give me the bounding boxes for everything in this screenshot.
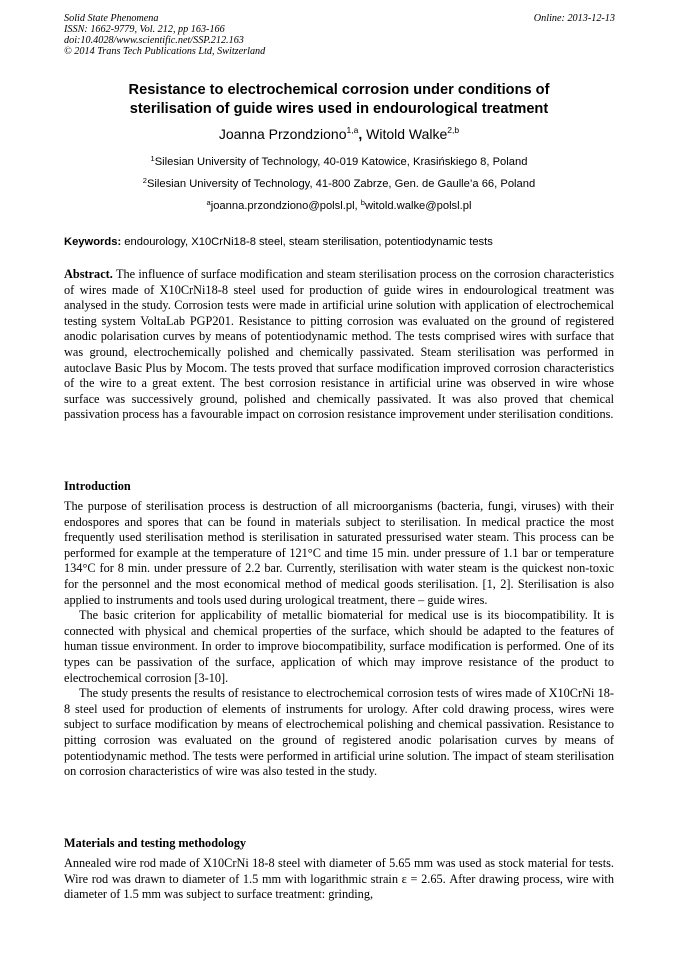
author-superscript: 2,b	[447, 125, 460, 135]
affiliation-2	[64, 177, 614, 191]
section-heading: Materials and testing methodology	[64, 836, 247, 850]
email-text: witold.walke@polsl.pl	[364, 200, 472, 212]
paragraph: The basic criterion for applicability of metallic biomaterial for medical use is its biocompatibility. It is connected with physical and chemical properties of the surface, which should be adapted to the features of human tissue environment. In order to improve biocompatibility, surface modification is performed. One of its types can be passivation of the surface, application of which may improve resistance of the product to electrochemical corrosion [3-10].	[64, 608, 614, 685]
doi-line: doi:10.4028/www.scientific.net/SSP.212.163	[64, 35, 244, 46]
keywords-text: endourology, X10CrNi18-8 steel, steam sterilisation, potentiodynamic tests	[121, 236, 493, 248]
affiliation-superscript: 1	[150, 154, 155, 163]
paragraph: Annealed wire rod made of X10CrNi 18-8 steel with diameter of 5.65 mm was used as stock material for tests. Wire rod was drawn to diameter of 1.5 mm with logarithmic strain ε = 2.65. After drawing process, wire with diameter of 1.5 mm was subject to surface treatment: grinding,	[64, 856, 614, 902]
paper-title	[64, 81, 614, 119]
issn-line: ISSN: 1662-9779, Vol. 212, pp 163-166	[64, 24, 225, 35]
title-line-2: sterilisation of guide wires used in endourological treatment	[129, 101, 549, 117]
keywords	[64, 235, 614, 249]
email-superscript: b	[360, 198, 365, 207]
abstract-label: Abstract.	[64, 267, 113, 281]
journal-name: Solid State Phenomena	[64, 13, 159, 24]
affiliation-superscript: 2	[142, 176, 147, 185]
title-line-1: Resistance to electrochemical corrosion under conditions of	[128, 82, 550, 98]
paragraph: The study presents the results of resistance to electrochemical corrosion tests of wires made of X10CrNi 18-8 steel used for production of elements of instruments for urology. After cold drawing process, wires were subject to surface modification by means of electrochemical polishing and chemical passivation. Resistance to pitting corrosion was evaluated on the ground of registered anodic polarisation curves by means of potentiodynamic method. The tests were performed in artificial urine solution. The impact of steam sterilisation on corrosion characteristics of wire was also tested in the study.	[64, 686, 614, 779]
email-superscript: a	[206, 198, 211, 207]
author-list	[64, 125, 614, 143]
online-date: Online: 2013-12-13	[533, 13, 615, 24]
copyright-line: © 2014 Trans Tech Publications Ltd, Switzerland	[64, 46, 266, 57]
introduction-section	[64, 499, 614, 780]
author-name: Witold Walke	[366, 126, 448, 142]
affiliation-text: Silesian University of Technology, 40-019 Katowice, Krasińskiego 8, Poland	[154, 156, 528, 168]
abstract	[64, 267, 614, 423]
author-name: Joanna Przondziono	[218, 126, 347, 142]
author-separator: ,	[358, 126, 367, 142]
section-heading: Introduction	[64, 479, 131, 493]
materials-section	[64, 856, 614, 903]
author-emails	[64, 199, 614, 213]
journal-header	[64, 13, 424, 57]
author-superscript: 1,a	[346, 125, 359, 135]
paragraph: The purpose of sterilisation process is destruction of all microorganisms (bacteria, fungi, viruses) with their endospores and spores that can be found in materials subject to sterilisation. In medical practice the most frequently used sterilisation method is sterilisation in saturated pressurised water steam. This process can be performed for example at the temperature of 121°C and time 15 min. under pressure of 1.1 bar or temperature 134°C for 8 min. under pressure of 2.2 bar. Currently, sterilisation with water steam is the quickest non-toxic for the personnel and the most economical method of medical goods sterilisation. [1, 2]. Sterilisation is also applied to instruments and tools used during urological treatment, there – guide wires.	[64, 499, 614, 607]
affiliation-1	[64, 155, 614, 169]
affiliation-text: Silesian University of Technology, 41-800 Zabrze, Gen. de Gaulle’a 66, Poland	[146, 178, 536, 190]
keywords-label: Keywords:	[64, 236, 122, 248]
abstract-text: The influence of surface modification and steam sterilisation process on the corrosion characteristics of wires made of X10CrNi18-8 steel used for production of guide wires in endourological treatment was analysed in the study. Corrosion tests were made in artificial urine solution with application of electrochemical testing system VoltaLab PGP201. Resistance to pitting corrosion was evaluated on the ground of registered anodic polarisation curves by means of potentiodynamic method. The tests comprised wires with surface that was ground, electrochemically polished and chemically passivated. Steam sterilisation was performed in autoclave Basic Plus by Mocom. The tests proved that surface modification improved corrosion characteristics of the wire to a great extent. The best corrosion resistance in artificial urine was observed in wire whose surface was successively ground, polished and chemically passivated. It was also proved that chemical passivation process has a favourable impact on corrosion resistance improvement under sterilisation conditions.	[64, 267, 614, 422]
email-text: joanna.przondziono@polsl.pl,	[210, 200, 361, 212]
